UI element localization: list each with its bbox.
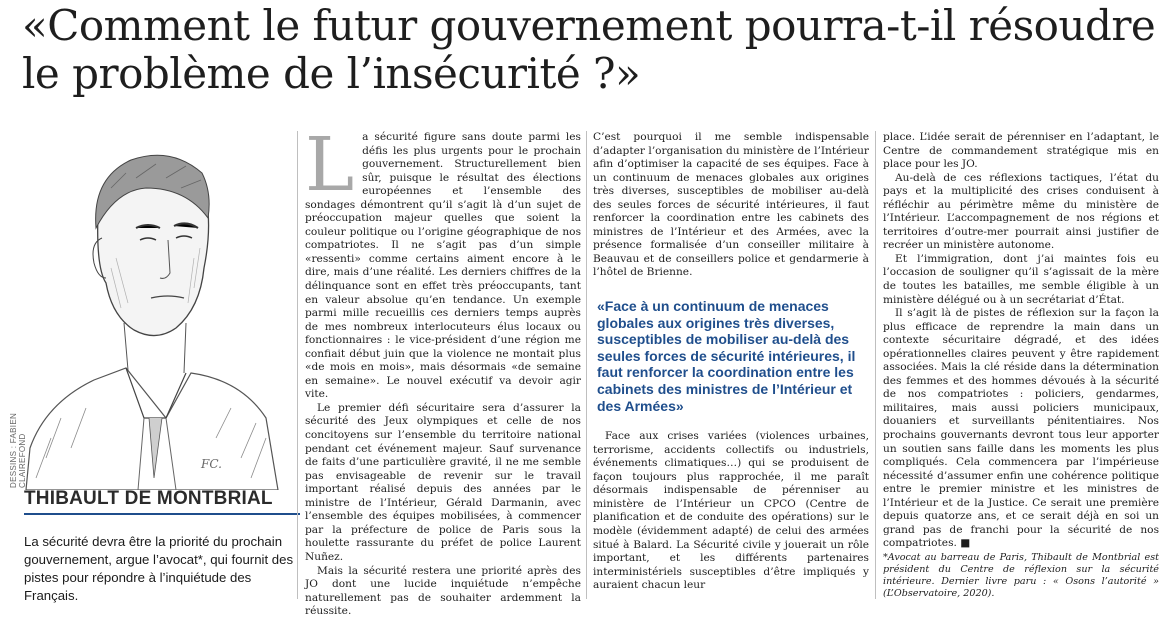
column-divider bbox=[875, 131, 876, 599]
paragraph: Mais la sécurité restera une priorité après des JO dont une lucide inquiétude n’empêche naturellement pas de souhaiter ardemment la réussite. bbox=[305, 564, 581, 618]
article-column-1 bbox=[305, 122, 581, 619]
paragraph: Et l’immigration, dont j’ai maintes fois eu l’occasion de souligner qu’il s’agissait de la mère de toutes les batailles, me semble éligible à un ministère délégué ou à un secrétariat d’État. bbox=[883, 252, 1159, 306]
article-headline: «Comment le futur gouvernement pourra-t-il résoudre le problème de l’insécurité ?» bbox=[22, 1, 1156, 98]
pull-quote: «Face à un continuum de menaces globales aux origines très diverses, susceptibles de mobiliser au-delà des seules forces de sécurité intérieures, il faut renforcer la coordination entre les cabinets des ministres de l’Intérieur et des Armées» bbox=[597, 298, 856, 414]
article-column-2 bbox=[593, 131, 869, 593]
author-name: THIBAULT DE MONTBRIAL bbox=[24, 488, 273, 509]
article-lead: La sécurité devra être la priorité du prochain gouvernement, argue l’avocat*, qui fournit des pistes pour répondre à l’inquiétude des Français. bbox=[24, 534, 294, 603]
column-divider bbox=[297, 131, 298, 599]
paragraph: C’est pourquoi il me semble indispensable d’adapter l’organisation du ministère de l’Intérieur afin d’optimiser la capacité de ses équipes. Face à un continuum de menaces globales aux origines très diverses, susceptibles de mobiliser au-delà des seules forces de sécurité intérieures, il faut renforcer la coordination entre les cabinets des ministres de l’Intérieur et des Armées, avec la présence formalisée d’un conseiller militaire à Beauvau et de conseillers police et gendarmerie à l’hôtel de Brienne. bbox=[593, 131, 869, 279]
paragraph: Au-delà de ces réflexions tactiques, l’état du pays et la multiplicité des crises conduisent à réfléchir au périmètre même du ministère de l’Intérieur. L’accompagnement de nos régions et territoires d’outre-mer pourrait ainsi justifier de recréer un ministère autonome. bbox=[883, 171, 1159, 252]
paragraph: Le premier défi sécuritaire sera d’assurer la sécurité des Jeux olympiques et celle de nos concitoyens sur l’ensemble du territoire national pendant cet événement majeur. Sauf survenance de faits d’une particulière gravité, il ne me semble pas envisageable de revenir sur le travail important réalisé depuis des années par le ministre de l’Intérieur, Gérald Darmanin, avec l’ensemble des équipes mobilisées, à commencer par la préfecture de police de Paris sous la houlette rassurante du préfet de police Laurent Nuñez. bbox=[305, 401, 581, 563]
paragraph: place. L’idée serait de pérenniser en l’adaptant, le Centre de commandement stratégique mis en place pour les JO. bbox=[883, 131, 1159, 171]
author-footnote: *Avocat au barreau de Paris, Thibault de Montbrial est président du Centre de réflexion sur la sécurité intérieure. Dernier livre paru : « Osons l’autorité » (L’Observatoire, 2020). bbox=[883, 551, 1159, 599]
artist-signature: FC. bbox=[201, 457, 222, 471]
drop-cap: L bbox=[305, 122, 355, 208]
paragraph: La sécurité figure sans doute parmi les défis les plus urgents pour le prochain gouvernement. Structurellement bien sûr, puisque le résultat des élections européennes et l’ensemble des sondages démontrent qu’il s’agit là d’un sujet de préoccupation majeur quelles que soient la couleur politique ou l’origine géographique de nos compatriotes. Il ne s’agit pas d’un simple «ressenti» comme certains aiment encore à le dire, mais d’une réalité. Les derniers chiffres de la délinquance sont en effet très préoccupants, tant en valeur absolue qu’en tendance. Un exemple parmi mille recueillis ces derniers temps auprès de mes nombreux interlocuteurs élus locaux ou fonctionnaires : le vice-président d’une région me confiait début juin que la violence ne montait plus «de mois en mois», mais désormais «de semaine en semaine». Le nouvel exécutif va devoir agir vite. bbox=[305, 122, 581, 401]
paragraph: Il s’agit là de pistes de réflexion sur la façon la plus efficace de reprendre la main dans un contexte sécuritaire dégradé, et des idées opérationnelles claires peuvent y être rapidement associées. Mais la clé réside dans la détermination des femmes et des hommes dévoués à la sécurité de nos compatriotes : policiers, gendarmes, militaires, mais aussi policiers municipaux, douaniers et surveillants pénitentiaires. Nos prochains gouvernants devront tous leur apporter un soutien sans faille dans les moments les plus compliqués. Cela commencera par l’impérieuse nécessité d’assumer enfin une cohérence politique entre le premier ministre et les ministres de l’Intérieur et de la Justice. Ce serait une première depuis quatorze ans, et ce serait déjà en soi un grand pas de franchi pour la sécurité de nos compatriotes. ■ bbox=[883, 307, 1159, 550]
article-column-3 bbox=[883, 131, 1159, 600]
illustration-credit: DESSINS : FABIEN CLAIREFOND bbox=[9, 412, 27, 488]
paragraph: Face aux crises variées (violences urbaines, terrorisme, accidents collectifs ou industriels, événements climatiques…) qui se produisent de façon toujours plus rapprochée, il me paraît désormais indispensable de pérenniser au ministère de l’Intérieur un CPCO (Centre de planification et de conduite des opérations) sur le modèle (évidemment adapté) de celui des armées situé à Balard. La Sécurité civile y jouerait un rôle important, et les différents partenaires interministériels susceptibles d’être impliqués y auraient chacun leur bbox=[593, 430, 869, 592]
column-divider bbox=[586, 131, 587, 599]
author-portrait-illustration bbox=[16, 118, 286, 490]
author-divider bbox=[24, 513, 300, 515]
